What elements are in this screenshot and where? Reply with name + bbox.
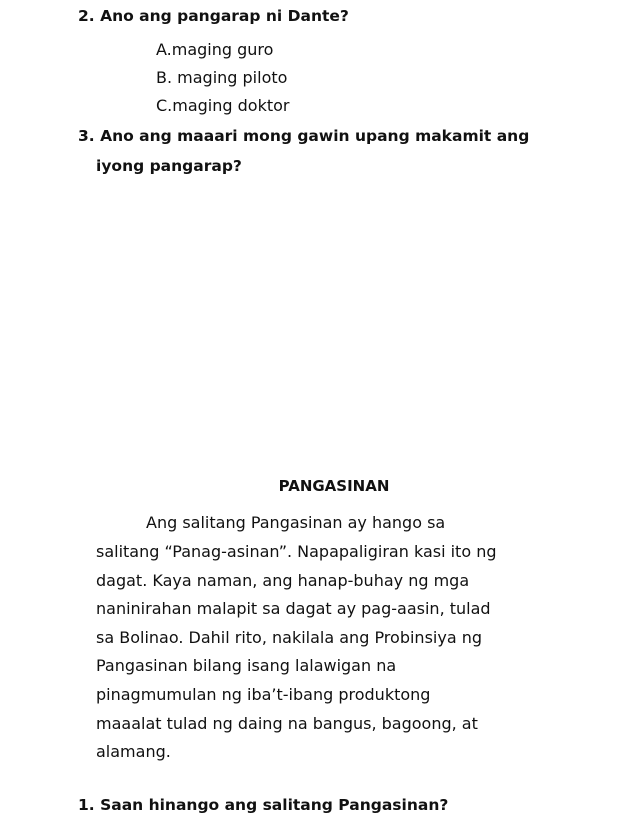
story-line-6: Pangasinan bilang isang lalawigan na <box>96 656 397 675</box>
question-3-line-1: 3. Ano ang maaari mong gawin upang makamit ang <box>78 127 530 145</box>
story-line-8: maaalat tulad ng daing na bangus, bagoong, at <box>96 714 478 733</box>
question-2-option-b: B. maging piloto <box>156 68 288 87</box>
story-line-4: naninirahan malapit sa dagat ay pag-aasin, tulad <box>96 599 491 618</box>
story-line-9: alamang. <box>96 742 171 761</box>
question-1-bottom: 1. Saan hinango ang salitang Pangasinan? <box>78 796 449 814</box>
story-line-3: dagat. Kaya naman, ang hanap-buhay ng mga <box>96 571 470 590</box>
story-line-5: sa Bolinao. Dahil rito, nakilala ang Probinsiya ng <box>96 628 482 647</box>
story-line-1: Ang salitang Pangasinan ay hango sa <box>146 513 446 532</box>
question-2-option-a: A.maging guro <box>156 40 274 59</box>
story-title: PANGASINAN <box>278 477 390 495</box>
question-2: 2. Ano ang pangarap ni Dante? <box>78 7 349 25</box>
story-line-2: salitang “Panag-asinan”. Napapaligiran kasi ito ng <box>96 542 497 561</box>
question-2-option-c: C.maging doktor <box>156 96 290 115</box>
story-line-7: pinagmumulan ng iba’t-ibang produktong <box>96 685 431 704</box>
question-3-line-2: iyong pangarap? <box>96 157 242 175</box>
